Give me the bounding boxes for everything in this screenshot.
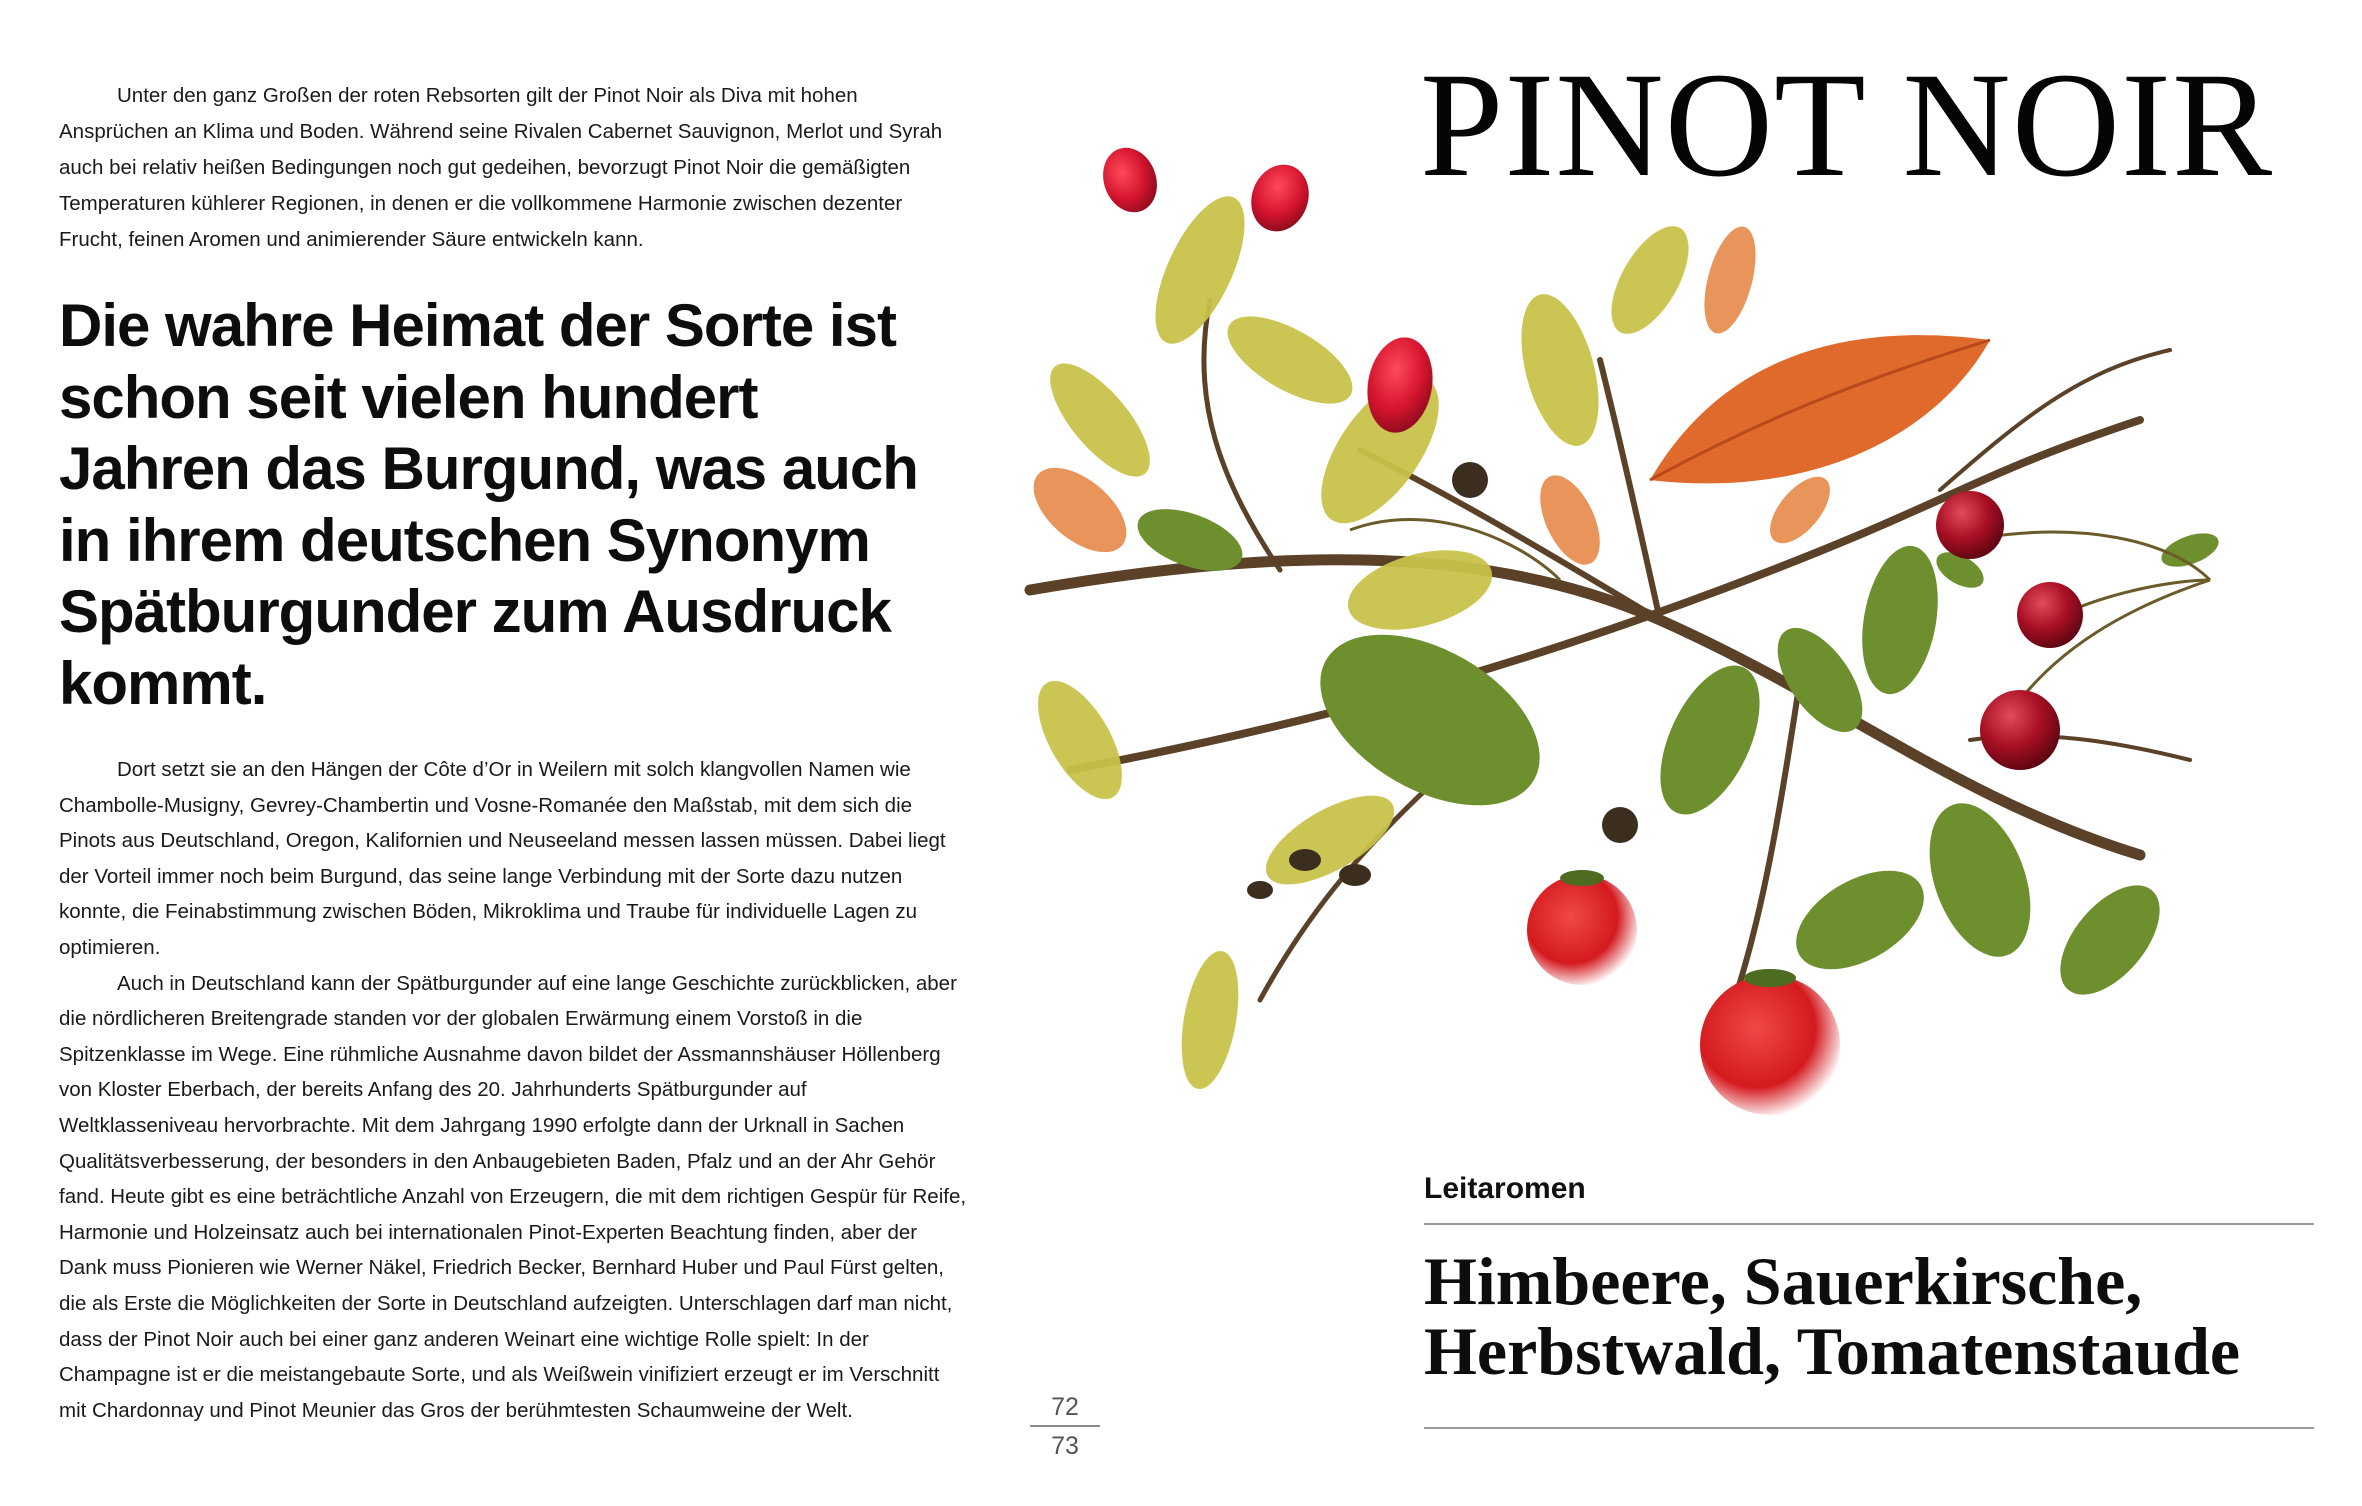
intro-paragraph: Unter den ganz Großen der roten Rebsorten gilt der Pinot Noir als Diva mit hohen Ansprüchen an Klima und Boden. Während seine Rivalen Cabernet Sauvignon, Merlot und Syrah auch bei relativ heißen Bedingungen noch gut gedeihen, bevorzugt Pinot Noir die gemäßigten Temperaturen kühlerer Regionen, in denen er die vollkommene Harmonie zwischen dezenter Frucht, feinen Aromen und animierender Säure entwickeln kann. (59, 84, 943, 251)
body-text (59, 752, 969, 1428)
page-title: PINOT NOIR (1420, 42, 2274, 208)
body-paragraph-2: Auch in Deutschland kann der Spätburgunder auf eine lange Geschichte zurückblicken, aber die nördlicheren Breitengrade standen vor der globalen Erwärmung einem Vorstoß in die Spitzenklasse im Wege. Eine rühmliche Ausnahme davon bildet der Assmannshäuser Höllenberg von Kloster Eberbach, der bereits Anfang des 20. Jahrhunderts Spätburgunder auf Weltklasseniveau hervorbrachte. Mit dem Jahrgang 1990 erfolgte dann der Urknall in Sachen Qualitätsverbesserung, der besonders in den Anbaugebieten Baden, Pfalz und an der Ahr Gehör fand. Heute gibt es eine beträchtliche Anzahl von Erzeugern, die mit dem richtigen Gespür für Reife, Harmonie und Holzeinsatz auch bei internationalen Pinot-Experten Beachtung finden, aber der Dank muss Pionieren wie Werner Näkel, Friedrich Becker, Bernhard Huber und Paul Fürst gelten, die als Erste die Möglichkeiten der Sorte in Deutschland aufzeigten. Unterschlagen darf man nicht, dass der Pinot Noir auch bei einer ganz anderen Weinart eine wichtige Rolle spielt: In der Champagne ist er die meistangebaute Sorte, und als Weißwein vinifiziert erzeugt er im Verschnitt mit Chardonnay und Pinot Meunier das Gros der berühmtesten Schaumweine der Welt. (59, 971, 967, 1422)
aroma-rule-bottom (1424, 1427, 2314, 1429)
page-number-divider (1030, 1425, 1100, 1427)
page-number-left: 72 (1051, 1393, 1079, 1421)
aroma-label: Leitaromen (1424, 1172, 1586, 1205)
page-numbers (1030, 1390, 1100, 1463)
page-number-right: 73 (1051, 1431, 1079, 1460)
pull-quote: Die wahre Heimat der Sorte ist schon seit vielen hundert Jahren das Burgund, was auch in ihrem deutschen Synonym Spätburgunder zum Ausdruck kommt. (59, 292, 918, 717)
body-paragraph-1: Dort setzt sie an den Hängen der Côte d’Or in Weilern mit solch klangvollen Namen wie Chambolle-Musigny, Gevrey-Chambertin und Vosne-Romanée den Maßstab, mit dem sich die Pinots aus Deutschland, Oregon, Kalifornien und Neuseeland messen lassen müssen. Dabei liegt der Vorteil immer noch beim Burgund, das seine lange Verbindung mit der Sorte dazu nutzen konnte, die Feinabstimmung zwischen Böden, Mikroklima und Traube für individuelle Lagen zu optimieren. (59, 758, 946, 959)
branch-illustration-icon (960, 120, 2250, 1210)
aroma-rule-top (1424, 1223, 2314, 1225)
aroma-list: Himbeere, Sauerkirsche, Herbstwald, Tomatenstaude (1424, 1243, 2241, 1389)
